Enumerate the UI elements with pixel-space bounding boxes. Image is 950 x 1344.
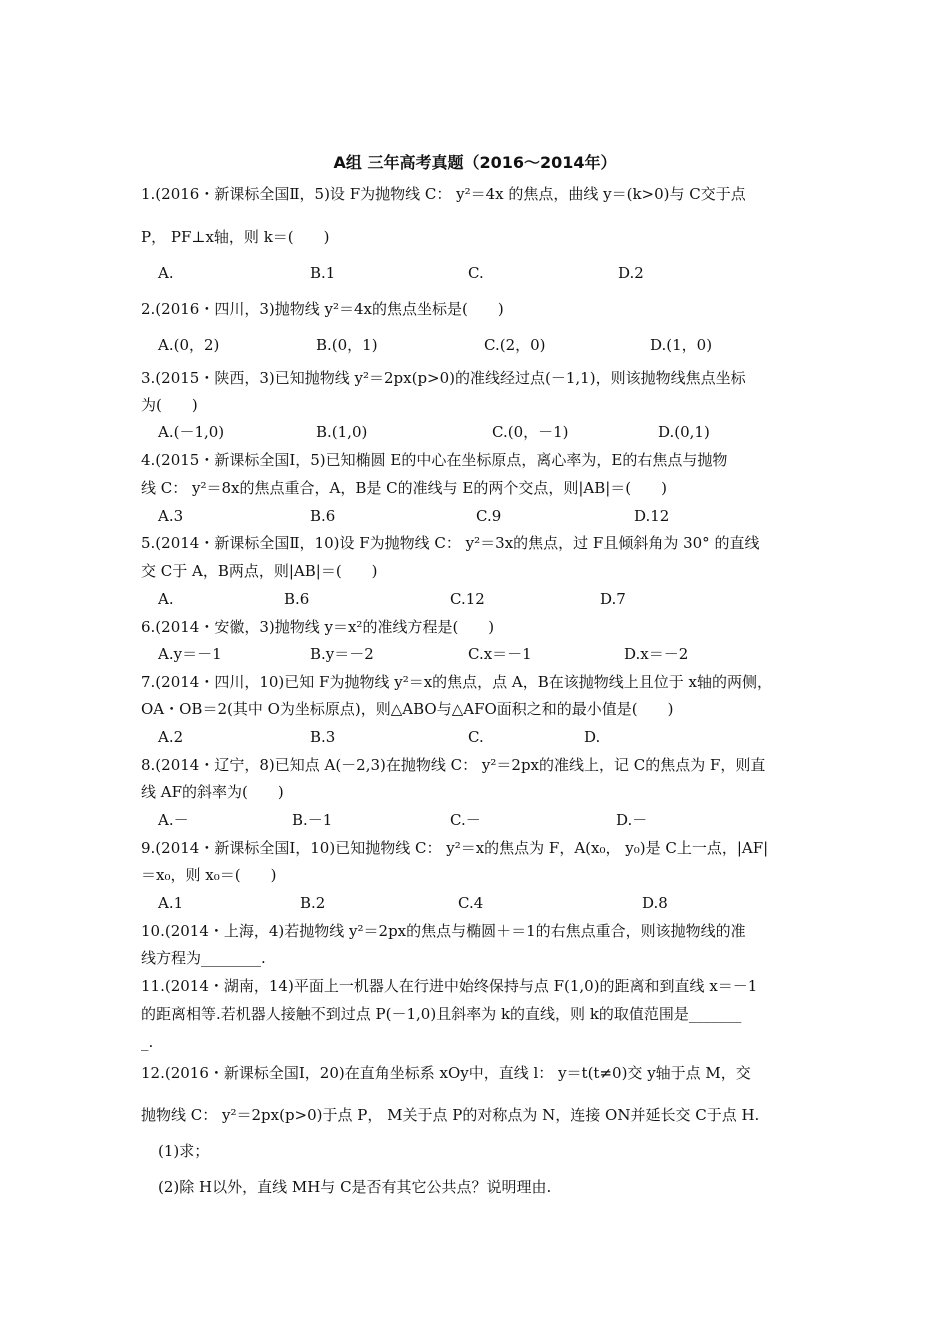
option-d: D.	[584, 728, 601, 746]
option-d: D.2	[618, 264, 644, 282]
option-b: B.2	[300, 894, 326, 912]
question-7-line-2: OA・OB＝2(其中 O为坐标原点)，则△ABO与△AFO面积之和的最小值是( )	[141, 700, 674, 718]
option-c: C.4	[458, 894, 484, 912]
option-c: C.(2，0)	[484, 336, 546, 354]
option-c: C.x＝－1	[468, 645, 532, 663]
question-10-line-1: 10.(2014・上海，4)若抛物线 y²＝2px的焦点与椭圆＋＝1的右焦点重合，则该抛物线的准	[141, 922, 746, 940]
question-12-line-1: 12.(2016・新课标全国Ⅰ，20)在直角坐标系 xOy中，直线 l： y＝t(t≠0)交 y轴于点 M，交	[141, 1064, 751, 1082]
question-1-line-1: 1.(2016・新课标全国Ⅱ，5)设 F为抛物线 C： y²＝4x 的焦点，曲线 y＝(k>0)与 C交于点	[141, 185, 746, 203]
question-2-options	[158, 335, 798, 355]
question-4-line-2: 线 C： y²＝8x的焦点重合，A，B是 C的准线与 E的两个交点，则|AB|＝( )	[141, 479, 667, 497]
option-b: B.(0，1)	[316, 336, 378, 354]
option-d: D.x＝－2	[624, 645, 689, 663]
question-5-line-1: 5.(2014・新课标全国Ⅱ，10)设 F为抛物线 C： y²＝3x的焦点，过 F且倾斜角为 30° 的直线	[141, 534, 760, 552]
option-c: C.	[468, 728, 484, 746]
question-1-line-2: P， PF⊥x轴，则 k＝( )	[141, 228, 330, 246]
page-title: A组 三年高考真题（2016～2014年）	[333, 153, 617, 172]
option-a: A.	[158, 264, 174, 282]
option-c: C.12	[450, 590, 485, 608]
question-1-options	[158, 263, 798, 283]
question-7-line-1: 7.(2014・四川，10)已知 F为抛物线 y²＝x的焦点，点 A，B在该抛物线上且位于 x轴的两侧，	[141, 673, 773, 691]
option-a: A.	[158, 590, 174, 608]
question-3-line-1: 3.(2015・陕西，3)已知抛物线 y²＝2px(p>0)的准线经过点(－1,1)，则该抛物线焦点坐标	[141, 369, 746, 387]
option-b: B.1	[310, 264, 336, 282]
question-9-line-2: ＝x₀，则 x₀＝( )	[141, 866, 277, 884]
option-a: A.y＝－1	[158, 645, 222, 663]
option-a: A.(－1,0)	[158, 423, 225, 441]
option-c: C.9	[476, 507, 502, 525]
option-a: A.3	[158, 507, 184, 525]
question-6-options	[158, 644, 798, 664]
question-3-options	[158, 422, 798, 442]
option-a: A.1	[158, 894, 184, 912]
question-8-line-1: 8.(2014・辽宁，8)已知点 A(－2,3)在抛物线 C： y²＝2px的准线上，记 C的焦点为 F，则直	[141, 756, 766, 774]
option-b: B.(1,0)	[316, 423, 368, 441]
option-d: D.8	[642, 894, 668, 912]
option-b: B.－1	[292, 811, 333, 829]
question-6-line-1: 6.(2014・安徽，3)抛物线 y＝x²的准线方程是( )	[141, 618, 495, 636]
question-9-options	[158, 893, 798, 913]
option-b: B.6	[310, 507, 336, 525]
question-8-options	[158, 810, 798, 830]
option-c: C.－	[450, 811, 481, 829]
option-b: B.3	[310, 728, 336, 746]
question-4-options	[158, 506, 798, 526]
question-10-line-2: 线方程为________.	[141, 949, 266, 967]
option-d: D.7	[600, 590, 626, 608]
question-5-options	[158, 589, 798, 609]
question-11-line-1: 11.(2014・湖南，14)平面上一机器人在行进中始终保持与点 F(1,0)的距离和到直线 x＝－1	[141, 977, 758, 995]
option-d: D.(1，0)	[650, 336, 713, 354]
question-12-part-2: (2)除 H以外，直线 MH与 C是否有其它公共点？说明理由.	[158, 1178, 552, 1196]
option-d: D.12	[634, 507, 670, 525]
question-12-part-1: (1)求；	[158, 1142, 210, 1160]
option-b: B.6	[284, 590, 310, 608]
option-a: A.(0，2)	[158, 336, 220, 354]
question-5-line-2: 交 C于 A，B两点，则|AB|＝( )	[141, 562, 378, 580]
question-9-line-1: 9.(2014・新课标全国Ⅰ，10)已知抛物线 C： y²＝x的焦点为 F，A(x₀， y₀)是 C上一点，|AF|	[141, 839, 769, 857]
option-c: C.	[468, 264, 484, 282]
option-d: D.(0,1)	[658, 423, 710, 441]
question-2-line-1: 2.(2016・四川，3)抛物线 y²＝4x的焦点坐标是( )	[141, 300, 504, 318]
option-b: B.y＝－2	[310, 645, 374, 663]
question-7-options	[158, 727, 798, 747]
question-8-line-2: 线 AF的斜率为( )	[141, 783, 284, 801]
option-c: C.(0，－1)	[492, 423, 569, 441]
question-11-line-3: _.	[141, 1033, 154, 1051]
question-3-line-2: 为( )	[141, 396, 198, 414]
question-11-line-2: 的距离相等.若机器人接触不到过点 P(－1,0)且斜率为 k的直线，则 k的取值范围是_______	[141, 1005, 742, 1023]
question-4-line-1: 4.(2015・新课标全国Ⅰ，5)已知椭圆 E的中心在坐标原点，离心率为，E的右焦点与抛物	[141, 451, 728, 469]
question-12-line-2: 抛物线 C： y²＝2px(p>0)于点 P， M关于点 P的对称点为 N，连接 ON并延长交 C于点 H.	[141, 1106, 760, 1124]
option-d: D.－	[616, 811, 648, 829]
option-a: A.－	[158, 811, 189, 829]
option-a: A.2	[158, 728, 184, 746]
